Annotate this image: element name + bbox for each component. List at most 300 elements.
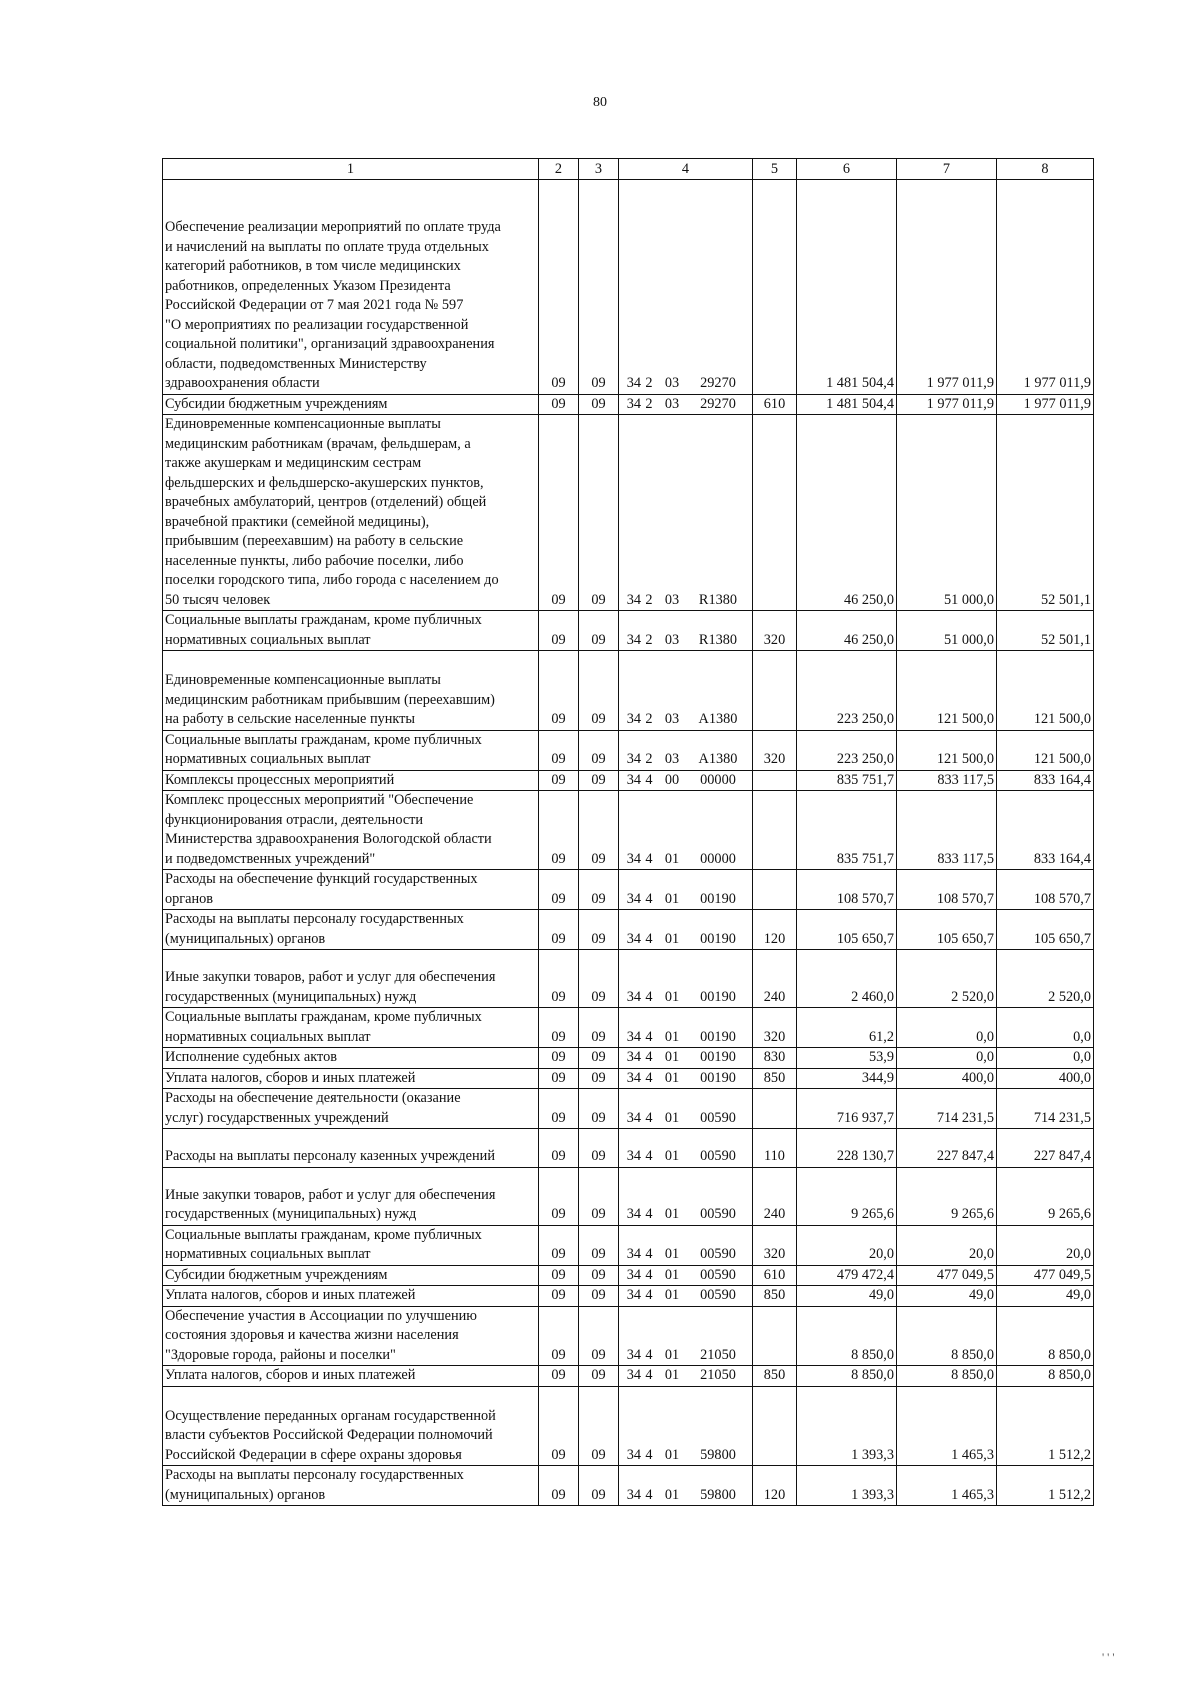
amount-year-2: 714 231,5 xyxy=(897,1089,997,1129)
code-part-p3: 01 xyxy=(664,988,680,1005)
amount-year-2: 20,0 xyxy=(897,1225,997,1265)
code-part-p1: 34 xyxy=(626,631,641,648)
subsection-code: 09 xyxy=(579,910,619,950)
header-cell: 4 xyxy=(619,159,753,180)
amount-year-1: 2 460,0 xyxy=(797,950,897,1008)
amount-year-1: 46 250,0 xyxy=(797,611,897,651)
row-name: Социальные выплаты гражданам, кроме публичных нормативных социальных выплат xyxy=(165,731,482,767)
code-part-p4: А1380 xyxy=(698,751,738,767)
code-part-p4: R1380 xyxy=(698,591,738,608)
code-part-p3: 03 xyxy=(664,591,680,608)
amount-year-1: 344,9 xyxy=(797,1068,897,1089)
row-name-cell xyxy=(163,1366,539,1387)
amount-year-3: 8 850,0 xyxy=(997,1306,1094,1366)
amount-year-2: 121 500,0 xyxy=(897,730,997,770)
amount-year-1: 9 265,6 xyxy=(797,1167,897,1225)
target-article-code xyxy=(619,180,753,395)
amount-year-3: 8 850,0 xyxy=(997,1366,1094,1387)
expense-type-code xyxy=(753,1089,797,1129)
target-article-code xyxy=(619,611,753,651)
row-name: Расходы на выплаты персоналу государственных (муниципальных) органов xyxy=(165,911,464,947)
amount-year-2: 121 500,0 xyxy=(897,651,997,731)
row-name: Комплекс процессных мероприятий "Обеспечение функционирования отрасли, деятельности Министерства здравоохранения Вологодской области и подведомственных учреждений" xyxy=(165,792,492,867)
row-name: Обеспечение реализации мероприятий по оплате труда и начислений на выплаты по оплате труда отдельных категорий работников, в том числе медицинских работников, определенных Указом Президента Российской Федерации от 7 мая 2021 года № 597 "О мероприятиях по реализации государственной социальной политики", организаций здравоохранения области, подведомственных Министерству здравоохранения области xyxy=(165,219,501,391)
expense-type-code xyxy=(753,870,797,910)
amount-year-3: 9 265,6 xyxy=(997,1167,1094,1225)
row-name: Уплата налогов, сборов и иных платежей xyxy=(165,1367,416,1383)
target-article-code xyxy=(619,1306,753,1366)
row-name-cell xyxy=(163,1466,539,1506)
code-part-p4: 29270 xyxy=(700,375,736,391)
target-article-code xyxy=(619,730,753,770)
row-name: Социальные выплаты гражданам, кроме публичных нормативных социальных выплат xyxy=(165,612,482,648)
amount-year-3: 477 049,5 xyxy=(997,1265,1094,1286)
code-part-p3: 01 xyxy=(664,1446,680,1463)
code-part-p1: 34 xyxy=(626,1346,641,1363)
code-part-p3: 03 xyxy=(664,395,680,412)
expense-type-code: 120 xyxy=(753,910,797,950)
table-row xyxy=(163,1129,1094,1168)
amount-year-1: 1 393,3 xyxy=(797,1466,897,1506)
code-part-p4: 00190 xyxy=(700,930,736,947)
target-article-code xyxy=(619,1008,753,1048)
code-part-p3: 01 xyxy=(664,1246,680,1262)
row-name-cell xyxy=(163,1286,539,1307)
page-number: 80 xyxy=(593,95,607,110)
expense-type-code: 320 xyxy=(753,1225,797,1265)
amount-year-1: 223 250,0 xyxy=(797,730,897,770)
section-code: 09 xyxy=(539,1068,579,1089)
expense-type-code xyxy=(753,791,797,870)
code-part-p1: 34 xyxy=(626,1446,641,1463)
amount-year-3: 714 231,5 xyxy=(997,1089,1094,1129)
code-part-p3: 01 xyxy=(664,850,680,867)
row-name-cell xyxy=(163,1167,539,1225)
amount-year-3: 52 501,1 xyxy=(997,415,1094,611)
table-row xyxy=(163,1048,1094,1069)
table-row xyxy=(163,394,1094,415)
amount-year-3: 1 512,2 xyxy=(997,1466,1094,1506)
expense-type-code xyxy=(753,180,797,395)
header-cell: 7 xyxy=(897,159,997,180)
amount-year-1: 53,9 xyxy=(797,1048,897,1069)
code-part-p3: 01 xyxy=(664,1367,680,1383)
subsection-code: 09 xyxy=(579,1129,619,1168)
amount-year-2: 1 977 011,9 xyxy=(897,180,997,395)
section-code: 09 xyxy=(539,1466,579,1506)
code-part-p1: 34 xyxy=(626,395,641,412)
amount-year-1: 835 751,7 xyxy=(797,770,897,791)
section-code: 09 xyxy=(539,180,579,395)
header-cell: 3 xyxy=(579,159,619,180)
section-code: 09 xyxy=(539,1089,579,1129)
subsection-code: 09 xyxy=(579,611,619,651)
code-part-p4: 00190 xyxy=(700,1069,736,1086)
row-name: Субсидии бюджетным учреждениям xyxy=(165,395,388,412)
expense-type-code xyxy=(753,1306,797,1366)
amount-year-1: 8 850,0 xyxy=(797,1306,897,1366)
code-part-p1: 34 xyxy=(626,1028,641,1045)
row-name-cell xyxy=(163,730,539,770)
table-row xyxy=(163,1286,1094,1307)
amount-year-2: 1 977 011,9 xyxy=(897,394,997,415)
section-code: 09 xyxy=(539,1265,579,1286)
expense-type-code: 830 xyxy=(753,1048,797,1069)
section-code: 09 xyxy=(539,1225,579,1265)
amount-year-3: 121 500,0 xyxy=(997,651,1094,731)
amount-year-3: 2 520,0 xyxy=(997,950,1094,1008)
table-row xyxy=(163,1366,1094,1387)
code-part-p1: 34 xyxy=(626,771,641,788)
section-code: 09 xyxy=(539,791,579,870)
row-name-cell xyxy=(163,651,539,731)
target-article-code xyxy=(619,1089,753,1129)
target-article-code xyxy=(619,394,753,415)
target-article-code xyxy=(619,1265,753,1286)
row-name-cell xyxy=(163,1048,539,1069)
section-code: 09 xyxy=(539,1366,579,1387)
code-part-p1: 34 xyxy=(626,1246,641,1262)
row-name: Расходы на выплаты персоналу государственных (муниципальных) органов xyxy=(165,1467,464,1503)
code-part-p4: 00000 xyxy=(700,850,736,867)
target-article-code xyxy=(619,1068,753,1089)
section-code: 09 xyxy=(539,651,579,731)
code-part-p1: 34 xyxy=(626,1206,641,1222)
amount-year-2: 477 049,5 xyxy=(897,1265,997,1286)
code-part-p4: 00190 xyxy=(700,1049,736,1065)
subsection-code: 09 xyxy=(579,1366,619,1387)
table-row xyxy=(163,770,1094,791)
code-part-p3: 01 xyxy=(664,1109,680,1126)
row-name: Иные закупки товаров, работ и услуг для обеспечения государственных (муниципальных) нужд xyxy=(165,969,496,1005)
code-part-p3: 01 xyxy=(664,930,680,947)
code-part-p1: 34 xyxy=(626,890,641,907)
code-part-p1: 34 xyxy=(626,375,641,391)
row-name: Расходы на обеспечение функций государственных органов xyxy=(165,871,478,907)
code-part-p4: 00190 xyxy=(700,988,736,1005)
amount-year-2: 227 847,4 xyxy=(897,1129,997,1168)
table-row xyxy=(163,611,1094,651)
row-name-cell xyxy=(163,1089,539,1129)
expense-type-code: 120 xyxy=(753,1466,797,1506)
scan-mark: ' ' ' xyxy=(1102,1650,1115,1664)
code-part-p4: 00190 xyxy=(700,890,736,907)
code-part-p2: 4 xyxy=(645,1346,653,1363)
table-row xyxy=(163,1008,1094,1048)
code-part-p2: 4 xyxy=(645,930,653,947)
code-part-p2: 4 xyxy=(645,850,653,867)
header-cell: 1 xyxy=(163,159,539,180)
subsection-code: 09 xyxy=(579,1306,619,1366)
amount-year-2: 9 265,6 xyxy=(897,1167,997,1225)
amount-year-3: 1 512,2 xyxy=(997,1386,1094,1466)
table-row xyxy=(163,180,1094,395)
code-part-p3: 01 xyxy=(664,1346,680,1363)
amount-year-2: 1 465,3 xyxy=(897,1466,997,1506)
row-name: Расходы на обеспечение деятельности (оказание услуг) государственных учреждений xyxy=(165,1090,461,1126)
amount-year-1: 835 751,7 xyxy=(797,791,897,870)
code-part-p2: 2 xyxy=(645,751,653,767)
section-code: 09 xyxy=(539,910,579,950)
code-part-p2: 4 xyxy=(645,1109,653,1126)
amount-year-2: 105 650,7 xyxy=(897,910,997,950)
target-article-code xyxy=(619,1048,753,1069)
target-article-code xyxy=(619,1466,753,1506)
code-part-p2: 2 xyxy=(645,711,653,727)
subsection-code: 09 xyxy=(579,651,619,731)
amount-year-1: 46 250,0 xyxy=(797,415,897,611)
code-part-p4: 29270 xyxy=(700,395,736,412)
code-part-p1: 34 xyxy=(626,591,641,608)
target-article-code xyxy=(619,791,753,870)
code-part-p3: 01 xyxy=(664,1486,680,1503)
table-body xyxy=(163,180,1094,1506)
target-article-code xyxy=(619,1366,753,1387)
row-name: Социальные выплаты гражданам, кроме публичных нормативных социальных выплат xyxy=(165,1009,482,1045)
section-code: 09 xyxy=(539,870,579,910)
expense-type-code: 110 xyxy=(753,1129,797,1168)
code-part-p2: 4 xyxy=(645,1148,653,1164)
table-row xyxy=(163,791,1094,870)
row-name: Исполнение судебных актов xyxy=(165,1049,337,1065)
amount-year-1: 49,0 xyxy=(797,1286,897,1307)
header-cell: 5 xyxy=(753,159,797,180)
section-code: 09 xyxy=(539,1048,579,1069)
table-row xyxy=(163,1386,1094,1466)
table-row xyxy=(163,1466,1094,1506)
amount-year-3: 833 164,4 xyxy=(997,791,1094,870)
row-name: Обеспечение участия в Ассоциации по улучшению состояния здоровья и качества жизни населения "Здоровые города, районы и поселки" xyxy=(165,1307,477,1363)
target-article-code xyxy=(619,1167,753,1225)
code-part-p4: 59800 xyxy=(700,1446,736,1463)
target-article-code xyxy=(619,1286,753,1307)
code-part-p2: 2 xyxy=(645,631,653,648)
amount-year-2: 8 850,0 xyxy=(897,1306,997,1366)
row-name: Единовременные компенсационные выплаты медицинским работникам прибывшим (переехавшим) на работу в сельские населенные пункты xyxy=(165,672,495,727)
header-cell: 2 xyxy=(539,159,579,180)
code-part-p3: 01 xyxy=(664,1049,680,1065)
row-name-cell xyxy=(163,1068,539,1089)
amount-year-2: 0,0 xyxy=(897,1008,997,1048)
code-part-p4: 00590 xyxy=(700,1109,736,1126)
code-part-p2: 4 xyxy=(645,771,653,788)
section-code: 09 xyxy=(539,394,579,415)
amount-year-2: 49,0 xyxy=(897,1286,997,1307)
table-row xyxy=(163,910,1094,950)
subsection-code: 09 xyxy=(579,730,619,770)
code-part-p3: 03 xyxy=(664,711,680,727)
header-cell: 6 xyxy=(797,159,897,180)
row-name-cell xyxy=(163,611,539,651)
section-code: 09 xyxy=(539,415,579,611)
code-part-p1: 34 xyxy=(626,1367,641,1383)
row-name: Уплата налогов, сборов и иных платежей xyxy=(165,1069,416,1086)
subsection-code: 09 xyxy=(579,394,619,415)
amount-year-2: 8 850,0 xyxy=(897,1366,997,1387)
expense-type-code xyxy=(753,770,797,791)
row-name-cell xyxy=(163,791,539,870)
subsection-code: 09 xyxy=(579,1386,619,1466)
code-part-p2: 4 xyxy=(645,988,653,1005)
amount-year-2: 51 000,0 xyxy=(897,611,997,651)
table-row xyxy=(163,1225,1094,1265)
expense-type-code: 850 xyxy=(753,1068,797,1089)
section-code: 09 xyxy=(539,1286,579,1307)
amount-year-3: 0,0 xyxy=(997,1048,1094,1069)
code-part-p2: 4 xyxy=(645,1246,653,1262)
code-part-p4: 00590 xyxy=(700,1266,736,1283)
code-part-p3: 01 xyxy=(664,1069,680,1086)
amount-year-1: 716 937,7 xyxy=(797,1089,897,1129)
section-code: 09 xyxy=(539,1306,579,1366)
row-name-cell xyxy=(163,1225,539,1265)
section-code: 09 xyxy=(539,950,579,1008)
subsection-code: 09 xyxy=(579,791,619,870)
row-name: Единовременные компенсационные выплаты медицинским работникам (врачам, фельдшерам, а также акушеркам и медицинским сестрам фельдшерских и фельдшерско-акушерских пунктов, врачебных амбулаторий, центров (отделений) общей врачебной практики (семейной медицины), прибывшим (переехавшим) на работу в сельские населенные пункты, либо рабочие поселки, либо поселки городского типа, либо города с населением до 50 тысяч человек xyxy=(165,416,499,608)
section-code: 09 xyxy=(539,1167,579,1225)
section-code: 09 xyxy=(539,730,579,770)
table-row xyxy=(163,1089,1094,1129)
code-part-p4: 00590 xyxy=(700,1206,736,1222)
code-part-p1: 34 xyxy=(626,1266,641,1283)
code-part-p3: 01 xyxy=(664,1266,680,1283)
amount-year-3: 52 501,1 xyxy=(997,611,1094,651)
amount-year-3: 108 570,7 xyxy=(997,870,1094,910)
expense-type-code xyxy=(753,415,797,611)
amount-year-1: 228 130,7 xyxy=(797,1129,897,1168)
amount-year-2: 2 520,0 xyxy=(897,950,997,1008)
amount-year-1: 105 650,7 xyxy=(797,910,897,950)
code-part-p4: 21050 xyxy=(700,1367,736,1383)
code-part-p1: 34 xyxy=(626,1109,641,1126)
table-row xyxy=(163,870,1094,910)
row-name: Осуществление переданных органам государственной власти субъектов Российской Федерации полномочий Российской Федерации в сфере охраны здоровья xyxy=(165,1407,496,1463)
expense-type-code: 850 xyxy=(753,1366,797,1387)
target-article-code xyxy=(619,910,753,950)
code-part-p2: 4 xyxy=(645,890,653,907)
amount-year-1: 1 481 504,4 xyxy=(797,394,897,415)
subsection-code: 09 xyxy=(579,950,619,1008)
amount-year-3: 833 164,4 xyxy=(997,770,1094,791)
section-code: 09 xyxy=(539,1008,579,1048)
amount-year-1: 8 850,0 xyxy=(797,1366,897,1387)
section-code: 09 xyxy=(539,1386,579,1466)
target-article-code xyxy=(619,770,753,791)
amount-year-2: 833 117,5 xyxy=(897,791,997,870)
code-part-p1: 34 xyxy=(626,988,641,1005)
amount-year-2: 51 000,0 xyxy=(897,415,997,611)
row-name-cell xyxy=(163,394,539,415)
row-name: Иные закупки товаров, работ и услуг для обеспечения государственных (муниципальных) нужд xyxy=(165,1186,496,1222)
code-part-p2: 4 xyxy=(645,1287,653,1303)
code-part-p2: 4 xyxy=(645,1049,653,1065)
expense-type-code: 320 xyxy=(753,730,797,770)
code-part-p2: 4 xyxy=(645,1266,653,1283)
row-name: Расходы на выплаты персоналу казенных учреждений xyxy=(165,1148,495,1164)
row-name-cell xyxy=(163,910,539,950)
code-part-p4: 59800 xyxy=(700,1486,736,1503)
code-part-p4: 00590 xyxy=(700,1246,736,1262)
subsection-code: 09 xyxy=(579,1089,619,1129)
row-name: Субсидии бюджетным учреждениям xyxy=(165,1266,388,1283)
amount-year-2: 400,0 xyxy=(897,1068,997,1089)
code-part-p1: 34 xyxy=(626,1049,641,1065)
row-name-cell xyxy=(163,1306,539,1366)
code-part-p1: 34 xyxy=(626,711,641,727)
row-name: Уплата налогов, сборов и иных платежей xyxy=(165,1287,416,1303)
amount-year-1: 61,2 xyxy=(797,1008,897,1048)
amount-year-2: 833 117,5 xyxy=(897,770,997,791)
subsection-code: 09 xyxy=(579,770,619,791)
code-part-p3: 01 xyxy=(664,1028,680,1045)
expense-type-code: 320 xyxy=(753,1008,797,1048)
row-name-cell xyxy=(163,1008,539,1048)
table-row xyxy=(163,1068,1094,1089)
expense-type-code xyxy=(753,651,797,731)
target-article-code xyxy=(619,1225,753,1265)
subsection-code: 09 xyxy=(579,415,619,611)
amount-year-3: 1 977 011,9 xyxy=(997,180,1094,395)
code-part-p3: 00 xyxy=(664,771,680,788)
amount-year-3: 400,0 xyxy=(997,1068,1094,1089)
code-part-p1: 34 xyxy=(626,1148,641,1164)
row-name-cell xyxy=(163,870,539,910)
code-part-p3: 03 xyxy=(664,751,680,767)
code-part-p2: 2 xyxy=(645,591,653,608)
code-part-p3: 01 xyxy=(664,1206,680,1222)
amount-year-3: 0,0 xyxy=(997,1008,1094,1048)
amount-year-2: 0,0 xyxy=(897,1048,997,1069)
subsection-code: 09 xyxy=(579,1286,619,1307)
target-article-code xyxy=(619,1129,753,1168)
amount-year-1: 108 570,7 xyxy=(797,870,897,910)
code-part-p2: 2 xyxy=(645,375,653,391)
expense-type-code: 850 xyxy=(753,1286,797,1307)
target-article-code xyxy=(619,950,753,1008)
amount-year-1: 1 481 504,4 xyxy=(797,180,897,395)
section-code: 09 xyxy=(539,770,579,791)
code-part-p2: 4 xyxy=(645,1446,653,1463)
row-name-cell xyxy=(163,415,539,611)
subsection-code: 09 xyxy=(579,1466,619,1506)
expense-type-code: 610 xyxy=(753,1265,797,1286)
target-article-code xyxy=(619,1386,753,1466)
code-part-p2: 2 xyxy=(645,395,653,412)
row-name-cell xyxy=(163,770,539,791)
code-part-p2: 4 xyxy=(645,1069,653,1086)
table-row xyxy=(163,730,1094,770)
expense-type-code: 240 xyxy=(753,950,797,1008)
code-part-p1: 34 xyxy=(626,930,641,947)
table-row xyxy=(163,415,1094,611)
subsection-code: 09 xyxy=(579,1225,619,1265)
amount-year-3: 1 977 011,9 xyxy=(997,394,1094,415)
amount-year-1: 223 250,0 xyxy=(797,651,897,731)
code-part-p2: 4 xyxy=(645,1028,653,1045)
subsection-code: 09 xyxy=(579,1167,619,1225)
row-name-cell xyxy=(163,1129,539,1168)
amount-year-3: 227 847,4 xyxy=(997,1129,1094,1168)
row-name: Социальные выплаты гражданам, кроме публичных нормативных социальных выплат xyxy=(165,1226,482,1262)
amount-year-1: 20,0 xyxy=(797,1225,897,1265)
amount-year-3: 49,0 xyxy=(997,1286,1094,1307)
code-part-p4: 00190 xyxy=(700,1028,736,1045)
code-part-p4: 00590 xyxy=(700,1148,736,1164)
code-part-p2: 4 xyxy=(645,1206,653,1222)
code-part-p3: 01 xyxy=(664,890,680,907)
subsection-code: 09 xyxy=(579,1265,619,1286)
expense-type-code: 320 xyxy=(753,611,797,651)
